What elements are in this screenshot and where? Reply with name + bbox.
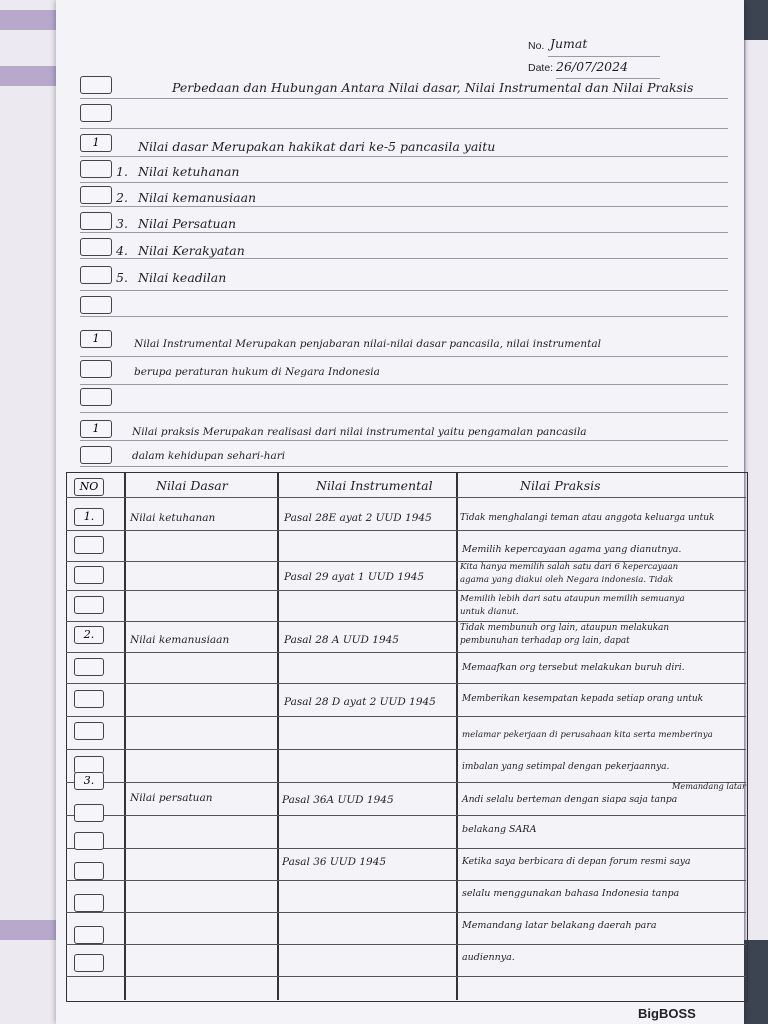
row-checkbox[interactable] (74, 926, 104, 944)
ruled-line (80, 384, 728, 385)
date-value: 26/07/2024 (556, 59, 629, 74)
ruled-line (80, 258, 728, 259)
table-row-line (66, 683, 746, 684)
no-underline (548, 56, 660, 57)
table-col-divider (124, 472, 126, 1000)
row-checkbox[interactable] (74, 832, 104, 850)
checkbox-number: 3. (83, 774, 95, 787)
nilai-dasar-intro: Nilai dasar Merupakan hakikat dari ke-5 pancasila yaitu (138, 139, 496, 154)
ruled-line (80, 316, 728, 317)
header-nilai-dasar: Nilai Dasar (156, 478, 228, 493)
cell-nilai-praksis: selalu menggunakan bahasa Indonesia tanpa (462, 888, 680, 899)
cell-nilai-instrumental: Pasal 28 D ayat 2 UUD 1945 (284, 696, 436, 708)
cell-nilai-praksis: imbalan yang setimpal dengan pekerjaannya. (462, 762, 670, 772)
nilai-praksis-line2: dalam kehidupan sehari-hari (132, 450, 286, 462)
row-checkbox[interactable] (74, 596, 104, 614)
row-checkbox[interactable] (74, 954, 104, 972)
row-checkbox[interactable] (80, 134, 112, 152)
header-nilai-instrumental: Nilai Instrumental (316, 478, 433, 493)
table-row-line (66, 944, 746, 945)
ruled-line (80, 466, 728, 467)
cell-nilai-instrumental: Pasal 36 UUD 1945 (282, 856, 387, 868)
table-row-line (66, 652, 746, 653)
cell-nilai-instrumental: Pasal 28E ayat 2 UUD 1945 (284, 512, 432, 524)
cell-nilai-praksis: Memilih lebih dari satu ataupun memilih semuanya (460, 594, 685, 604)
no-label: No. (528, 40, 545, 52)
table-row-line (66, 497, 746, 498)
list-item: Nilai ketuhanan (138, 164, 240, 179)
row-checkbox[interactable] (80, 388, 112, 406)
cell-nilai-praksis: melamar pekerjaan di perusahaan kita serta memberinya (462, 730, 713, 740)
cover-stripe (0, 10, 62, 30)
nilai-praksis-line1: Nilai praksis Merupakan realisasi dari nilai instrumental yaitu pengamalan pancasila (132, 426, 587, 438)
table-col-divider (456, 472, 458, 1000)
row-checkbox[interactable] (80, 296, 112, 314)
ruled-line (80, 232, 728, 233)
table-row-line (66, 530, 746, 531)
cell-nilai-praksis: belakang SARA (462, 824, 537, 835)
row-checkbox[interactable] (80, 186, 112, 204)
table-row-line (66, 912, 746, 913)
cell-nilai-praksis: pembunuhan terhadap org lain, dapat (460, 636, 630, 646)
nilai-instrumental-line1: Nilai Instrumental Merupakan penjabaran nilai-nilai dasar pancasila, nilai instrumental (134, 338, 601, 350)
cell-nilai-dasar: Nilai kemanusiaan (130, 634, 230, 646)
cell-nilai-praksis: untuk dianut. (460, 607, 519, 617)
table-row-line (66, 782, 746, 783)
list-number: 1. (116, 164, 128, 179)
list-item: Nilai Persatuan (138, 216, 237, 231)
list-number: 2. (116, 190, 128, 205)
header-nilai-praksis: Nilai Praksis (520, 478, 601, 493)
row-checkbox[interactable] (74, 894, 104, 912)
cell-nilai-praksis: Memberikan kesempatan kepada setiap orang untuk (462, 694, 704, 704)
row-checkbox[interactable] (80, 360, 112, 378)
cell-nilai-instrumental: Pasal 36A UUD 1945 (282, 794, 394, 806)
row-checkbox[interactable] (74, 478, 104, 496)
cell-nilai-praksis: Kita hanya memilih salah satu dari 6 kepercayaan (460, 562, 679, 572)
cell-nilai-praksis: Memandang latar belakang daerah para (462, 920, 657, 931)
row-checkbox[interactable] (74, 862, 104, 880)
cell-nilai-praksis: agama yang diakui oleh Negara indonesia. Tidak (460, 575, 674, 585)
cover-stripe (0, 920, 62, 940)
ruled-line (80, 206, 728, 207)
row-checkbox[interactable] (74, 690, 104, 708)
row-checkbox[interactable] (80, 238, 112, 256)
cell-nilai-instrumental: Pasal 29 ayat 1 UUD 1945 (284, 571, 425, 583)
row-checkbox[interactable] (80, 266, 112, 284)
list-item: Nilai Kerakyatan (138, 243, 245, 258)
checkbox-number: 2. (83, 628, 95, 641)
list-item: Nilai kemanusiaan (138, 190, 257, 205)
ruled-line (80, 156, 728, 157)
ruled-line (80, 182, 728, 183)
cell-nilai-praksis: Ketika saya berbicara di depan forum resmi saya (462, 856, 691, 867)
nilai-instrumental-line2: berupa peraturan hukum di Negara Indonesia (134, 366, 380, 378)
row-checkbox[interactable] (80, 420, 112, 438)
ruled-line (80, 98, 728, 99)
notebook-cover-left (0, 0, 62, 1024)
no-value: Jumat (550, 36, 588, 51)
row-checkbox[interactable] (80, 104, 112, 122)
row-checkbox[interactable] (74, 658, 104, 676)
row-checkbox[interactable] (80, 160, 112, 178)
checkbox-number: 1 (92, 332, 100, 345)
table-row-line (66, 848, 746, 849)
cell-nilai-dasar: Nilai persatuan (130, 792, 213, 804)
cell-nilai-praksis: audiennya. (462, 952, 515, 963)
checkbox-number: 1 (92, 136, 100, 149)
list-item: Nilai keadilan (138, 270, 227, 285)
list-number: 3. (116, 216, 128, 231)
row-checkbox[interactable] (74, 722, 104, 740)
table-row-line (66, 815, 746, 816)
brand-logo: BigBOSS (638, 1006, 696, 1021)
cell-nilai-instrumental: Pasal 28 A UUD 1945 (284, 634, 399, 646)
table-row-line (66, 621, 746, 622)
cover-stripe (0, 66, 62, 86)
list-number: 4. (116, 243, 128, 258)
row-checkbox[interactable] (80, 446, 112, 464)
cell-nilai-dasar: Nilai ketuhanan (130, 512, 216, 524)
row-checkbox[interactable] (74, 566, 104, 584)
cell-nilai-praksis: Memandang latar (672, 781, 746, 791)
row-checkbox[interactable] (74, 772, 104, 790)
row-checkbox[interactable] (74, 508, 104, 526)
table-row-line (66, 880, 746, 881)
row-checkbox[interactable] (80, 212, 112, 230)
date-underline (556, 78, 660, 79)
table-row-line (66, 590, 746, 591)
row-checkbox[interactable] (74, 804, 104, 822)
row-checkbox[interactable] (80, 76, 112, 94)
row-checkbox[interactable] (74, 536, 104, 554)
cell-nilai-praksis: Memaafkan org tersebut melakukan buruh diri. (462, 662, 685, 673)
table-row-line (66, 976, 746, 977)
ruled-line (80, 412, 728, 413)
list-number: 5. (116, 270, 128, 285)
page-title: Perbedaan dan Hubungan Antara Nilai dasar, Nilai Instrumental dan Nilai Praksis (172, 80, 694, 95)
row-checkbox[interactable] (80, 330, 112, 348)
row-checkbox[interactable] (74, 626, 104, 644)
table-row-line (66, 716, 746, 717)
table-col-divider (277, 472, 279, 1000)
checkbox-number: 1 (92, 422, 100, 435)
cell-nilai-praksis: Andi selalu berteman dengan siapa saja tanpa (462, 794, 678, 805)
date-label: Date: (528, 62, 554, 74)
ruled-line (80, 356, 728, 357)
ruled-line (80, 440, 728, 441)
table-row-line (66, 749, 746, 750)
checkbox-number: NO (79, 480, 99, 493)
cell-nilai-praksis: Memilih kepercayaan agama yang dianutnya. (462, 544, 682, 555)
ruled-line (80, 290, 728, 291)
checkbox-number: 1. (83, 510, 95, 523)
ruled-line (80, 128, 728, 129)
cell-nilai-praksis: Tidak membunuh org lain, ataupun melakukan (460, 623, 670, 633)
cell-nilai-praksis: Tidak menghalangi teman atau anggota keluarga untuk (460, 513, 715, 523)
